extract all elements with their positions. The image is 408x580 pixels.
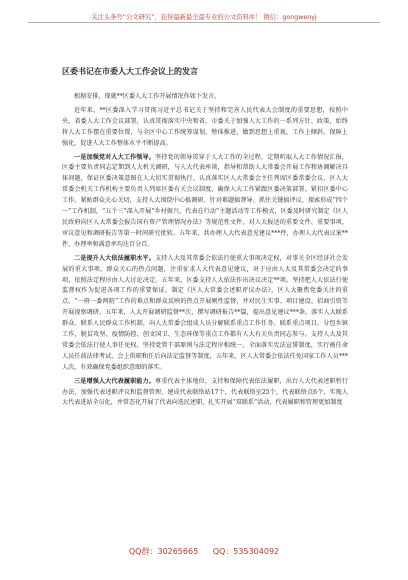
banner-divider xyxy=(28,22,380,23)
qq-group-number: QQ群：30265665 xyxy=(128,547,199,556)
paragraph-leadership: 一是加强党对人大工作领导。坚持党的领导贯穿于人大工作的全过程，定期听取人大工作情况汇报，区委主要负责同志定期到人大机关调研，与人大代表座谈，指导和帮助人大常委会开展工作和协调解决具体问题，保证区委决策意图在人大切实贯彻执行。认真落实区人大常委会主任列席区委常委会议、区人大常委会机关工作机构主要负责人列席区委有关会议制度，确保人大工作紧跟区委决策部署。紧扣区委中心工作、紧贴群众关心关切，支持人大围绕中心搞调研、针对难题搞督导、抓住关键搞评议，探索形成“四个一”工作机制，“五个三”深入开展“乡村振兴，代表在行动”主题活动等工作模式，区委及时研究制定《区人民政府向区人大常委会报告国有资产管理情况办法》等规范性文件，对人大报送的重要文件、重要事项，审议意见和调研报告等第一时间研究批转。五年来，共办理人大代表意见建议***件，办理人大代表议案**件，办理率和满意率均达百分百。 xyxy=(62,153,349,248)
paragraph-intro: 根据安排，现就**区委人大工作开展情况作如下发言。 xyxy=(74,93,221,100)
document-title: 区委书记在市委人大工作会议上的发言 xyxy=(62,66,198,76)
contact-footer xyxy=(0,546,408,557)
paragraph-overview: 近年来，**区委深入学习贯彻习近平总书记关于坚持和完善人民代表大会制度的重要思想，按照中央、省委人大工作会议部署，认真贯彻落实中央和省、市委关于加强人大工作的一系列方针、政策，始终将人大工作摆在重要位置，与全区中心工作统筹谋划，整体推进，做到思想上重视、工作上倾斜、保障上强化，促进人大工作整体水平不断提高。 xyxy=(62,106,348,147)
paragraph-heading: 二是提升人大依法履职水平。 xyxy=(74,254,155,262)
paragraph-heading: 一是加强党对人大工作领导。 xyxy=(74,153,155,161)
paragraph-deputies: 三是增强人大代表履职能力。尊重代表主体地位，支持和保障代表依法履职，出台人大代表述职暂行办法，加强代表述职评议和监督管理，建成代表联络站17个，代表联络室25个，代表联络点6个，实现人大代表进站全员化，并常态化开展了代表向选民述职，扎实开展“双联系”活动，代表履职和管理更加制度 xyxy=(62,377,349,407)
qq-number: QQ：535304092 xyxy=(212,547,280,556)
document-body xyxy=(62,92,348,412)
promo-banner: 关注头条号“公文研究”，获得最新最全最专业的公文资料库！ 微信：gongwenyj xyxy=(91,14,317,21)
paragraph-heading: 三是增强人大代表履职能力。 xyxy=(74,377,155,385)
paragraph-oversight: 二是提升人大依法履职水平。支持人大及其常委会依法行使重大事项决定权，对事关全区经济社会发展的重大事项、群众关心的热点问题，注重征求人大代表意见建议，对于应由人大及其常委会决定的事项，依照法定程序由人大讨论决定。五年来，区委支持人大依法作出决议决定**项。坚持把人大依法行使监督权作为促进各项工作的重要保证，制定《区人大常委会述职评议办法》，区人大聚焦党委关注的重点、“一府一委两院”工作的难点和群众反映的热点开展刚性监督，并对民生实事、项目建设、招商引资等开展视察调研。五年来，人大开展调研监督**次，撰写调研报告**篇，提出意见建议***条。落实人大联系群众、联系人民群众工作机制，向人大常委会组成人员分解联系重点工作任务、联系重点项目，分包乡镇工作，脱贫攻坚、疫情防控、创文国卫、生态环保等重点工作都有人大有关负责同志参与。支持人大及其常委会依法行使人事任免权，坚持党管干部原则与法定程序相统一，全面落实宪法宣誓制度，实行被任命人员任前法律考试、会上供职和任后向法定监督等制度，五年来，区人大常委会依法任免国家工作人员***人次，有效确保党委组织意图的落实。 xyxy=(62,254,349,371)
